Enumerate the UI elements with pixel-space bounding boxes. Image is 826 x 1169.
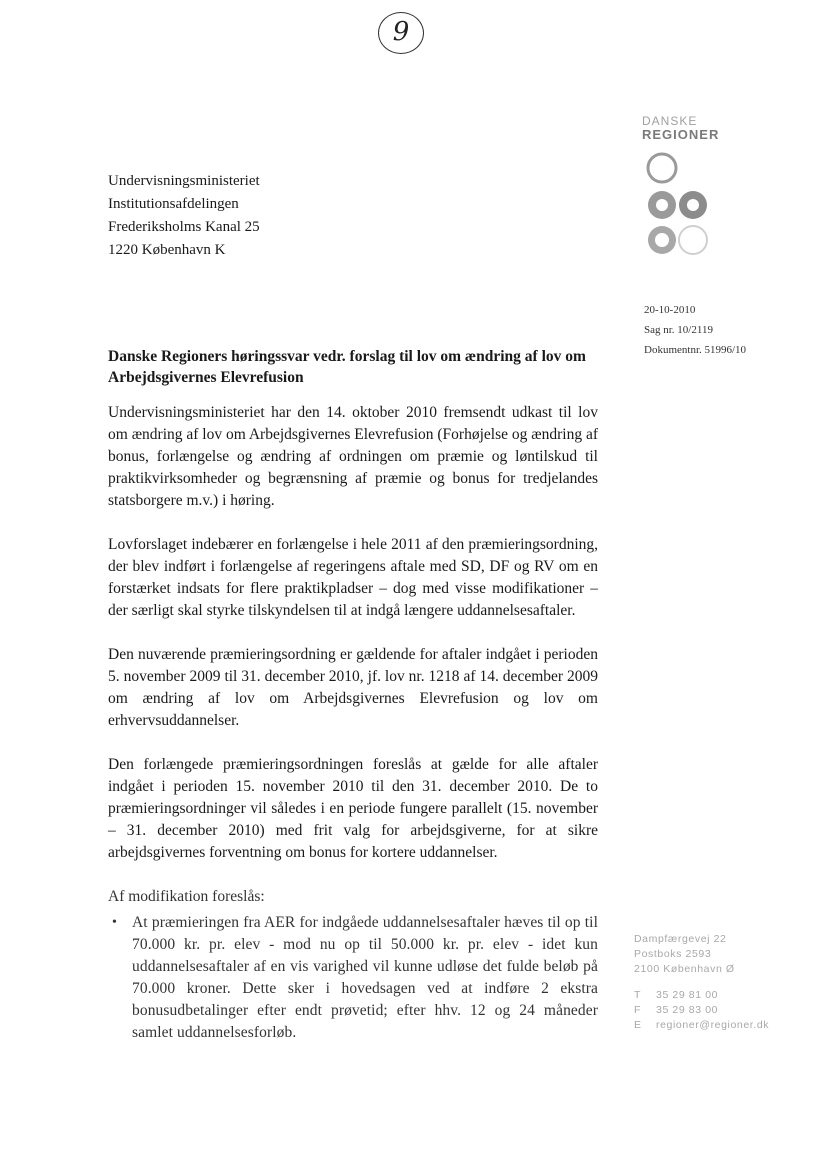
email-label: E [634,1019,642,1031]
letter-title: Danske Regioners høringssvar vedr. forslag til lov om ændring af lov om Arbejdsgivernes Elevrefusion [108,348,586,386]
logo-wordmark [642,114,722,142]
address-line: Undervisningsministeriet [108,173,260,189]
document-meta [644,300,746,360]
contact-city: 2100 København Ø [634,963,735,975]
modification-list [108,912,598,1044]
address-line: Frederiksholms Kanal 25 [108,219,260,235]
bullet-icon: • [112,915,118,930]
recipient-address [108,170,260,262]
contact-fax-row [634,1003,769,1018]
phone-label: T [634,989,642,1001]
sender-contact [634,932,769,1033]
logo-line-2: REGIONER [642,127,720,142]
document-date: 20-10-2010 [644,304,696,316]
body-paragraph: Lovforslaget indebærer en forlængelse i hele 2011 af den præmieringsordning, der blev indført i forlængelse af regeringens aftale med SD, DF og RV om en forstærket indsats for flere praktikpladser – dog med visse modifikationer – der særligt skal styrke tilskyndelsen til at indgå længere uddannelsesaftaler. [108,536,598,619]
body-paragraph: Den nuværende præmieringsordning er gældende for aftaler indgået i perioden 5. november 2009 til 31. december 2010, jf. lov nr. 1218 af 14. december 2009 om ændring af lov om Arbejdsgivernes Elevrefusion og lov om erhvervsuddannelser. [108,646,598,729]
body-paragraph: Undervisningsministeriet har den 14. oktober 2010 fremsendt udkast til lov om ændring af lov om Arbejdsgivernes Elevrefusion (Forhøjelse og ændring af bonus, forlængelse og ændring af ordningen om præmie og løntilskud til praktikvirksomheder og begrænsning af præmie og bonus for tredjelandes statsborgere m.v.) i høring. [108,404,598,509]
logo-circles-icon [640,148,720,258]
fax-label: F [634,1004,642,1016]
contact-postbox: Postboks 2593 [634,948,712,960]
case-number: Sag nr. 10/2119 [644,324,713,336]
modification-intro: Af modifikation foreslås: [108,888,265,905]
contact-phone: 35 29 81 00 [656,989,719,1001]
contact-fax: 35 29 83 00 [656,1004,719,1016]
list-item [112,912,598,1044]
contact-phone-row [634,988,769,1003]
letter-body [108,402,598,1044]
address-line: Institutionsafdelingen [108,196,239,212]
contact-email[interactable]: regioner@regioner.dk [656,1019,770,1031]
handwritten-page-mark: 9 [378,12,424,54]
contact-email-row[interactable] [634,1018,769,1033]
document-number: Dokumentnr. 51996/10 [644,344,747,356]
logo-line-1: DANSKE [642,114,698,128]
address-line: 1220 København K [108,242,226,258]
contact-street: Dampfærgevej 22 [634,933,727,945]
body-paragraph: Den forlængede præmieringsordningen foreslås at gælde for alle aftaler indgået i perioden 15. november 2010 til den 31. december 2010. De to præmieringsordninger vil således i en periode fungere parallelt (15. november – 31. december 2010) med frit valg for arbejdsgiverne, for at sikre arbejdsgivernes forventning om bonus for kortere uddannelser. [108,756,598,861]
list-item-text: At præmieringen fra AER for indgåede uddannelsesaftaler hæves til op til 70.000 kr. pr. elev - mod nu op til 50.000 kr. pr. elev - idet kun uddannelsesaftaler af en vis varighed vil kunne udløse det fulde beløb på 70.000 kroner. Dette sker i hovedsagen ved at indføre 2 ekstra bonusudbetalinger efter endt prøvetid; efter hhv. 12 og 24 måneder samlet uddannelsesforløb. [132,914,598,1041]
